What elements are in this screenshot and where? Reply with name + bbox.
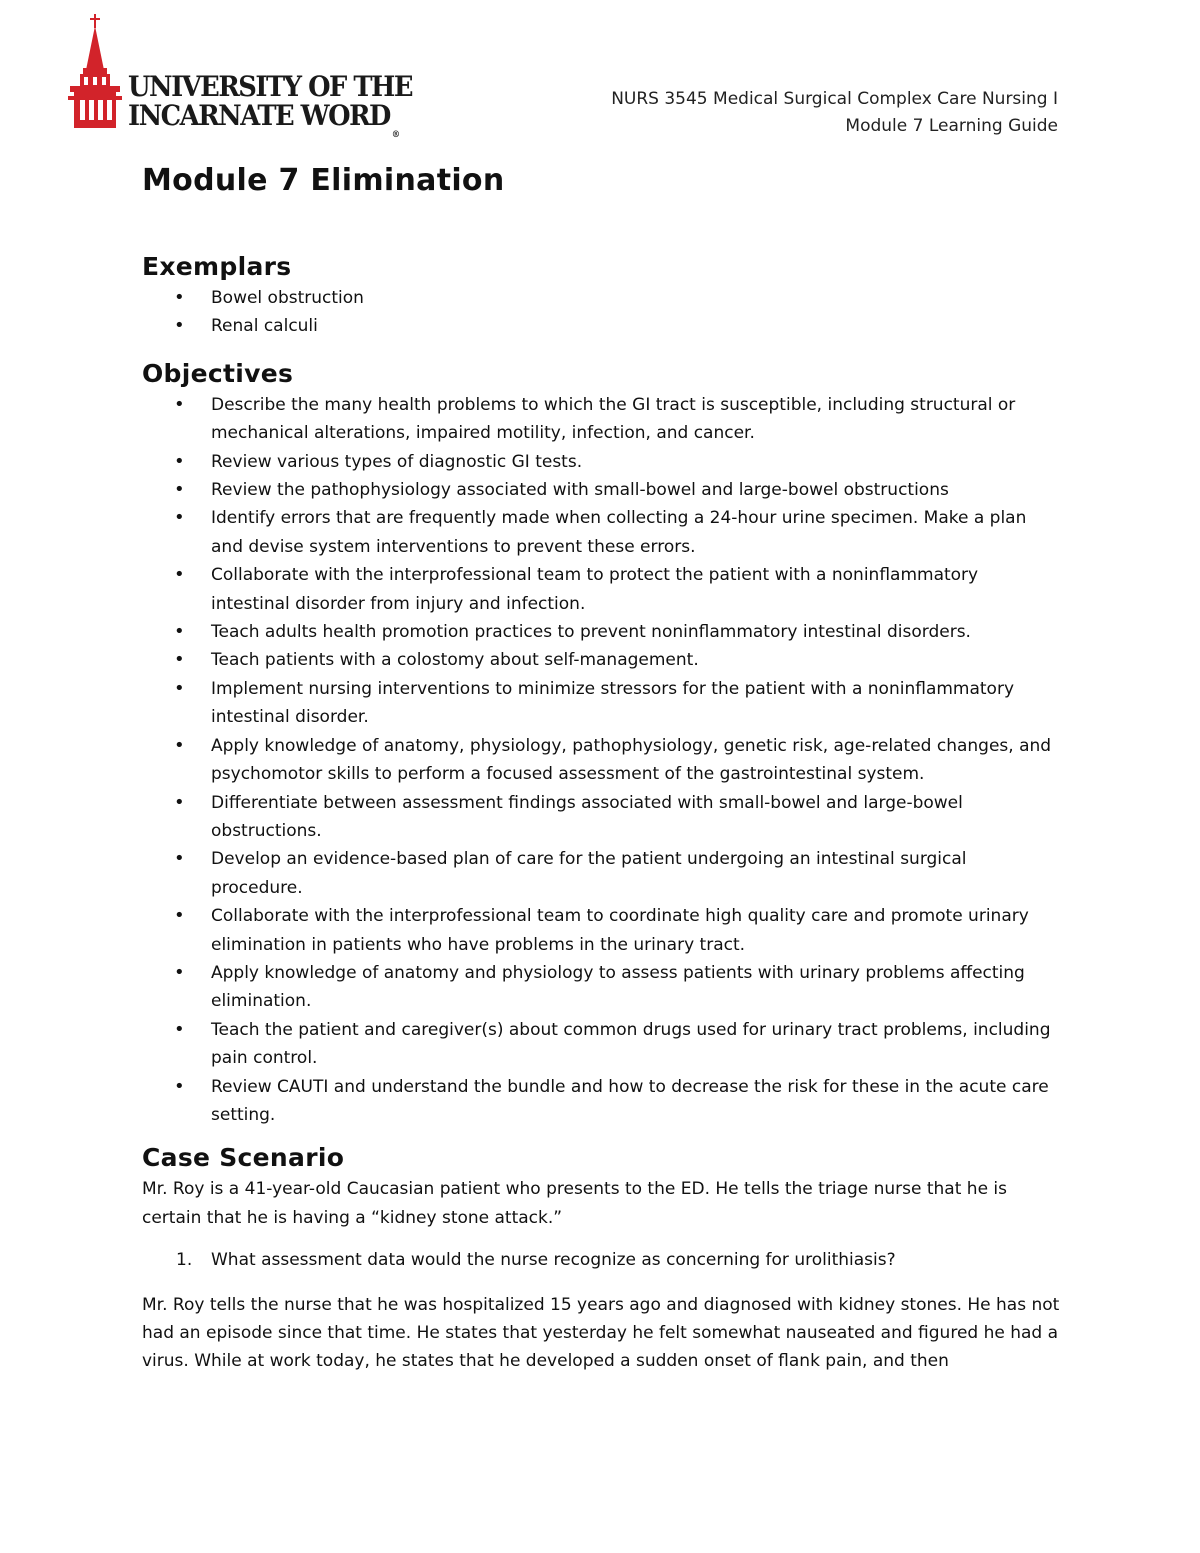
logo-line-2: INCARNATE $WORD_®$ bbox=[128, 99, 401, 140]
question-number: 1. bbox=[176, 1250, 193, 1271]
objectives-heading: Objectives bbox=[142, 358, 294, 388]
case-scenario-heading: Case Scenario bbox=[142, 1143, 345, 1173]
list-item: • Renal calculi bbox=[142, 312, 1062, 340]
list-item: • Review various types of diagnostic GI tests. bbox=[142, 448, 1062, 476]
document-header bbox=[611, 86, 1058, 140]
tower-icon bbox=[66, 12, 124, 132]
list-item: • Differentiate between assessment findings associated with small-bowel and large-bowel obstructions. bbox=[142, 789, 1062, 846]
registered-mark: ® bbox=[391, 130, 401, 140]
university-name bbox=[128, 72, 412, 150]
list-item bbox=[142, 1246, 1062, 1274]
list-item: • Review the pathophysiology associated with small-bowel and large-bowel obstructions bbox=[142, 476, 1062, 504]
logo-line-1: UNIVERSITY OF THE bbox=[128, 70, 413, 103]
list-item: • Teach the patient and caregiver(s) about common drugs used for urinary tract problems, including pain control. bbox=[142, 1016, 1062, 1073]
case-intro: Mr. Roy is a 41-year-old Caucasian patient who presents to the ED. He tells the triage nurse that he is certain that he is having a “kidney stone attack.” bbox=[142, 1179, 1008, 1228]
list-item: • Develop an evidence-based plan of care for the patient undergoing an intestinal surgical procedure. bbox=[142, 845, 1062, 902]
question-text: What assessment data would the nurse recognize as concerning for urolithiasis? bbox=[211, 1250, 896, 1271]
course-title: NURS 3545 Medical Surgical Complex Care Nursing I bbox=[611, 89, 1058, 109]
list-item: • Apply knowledge of anatomy, physiology, pathophysiology, genetic risk, age-related changes, and psychomotor skills to perform a focused assessment of the gastrointestinal system. bbox=[142, 732, 1062, 789]
list-item: • Describe the many health problems to which the GI tract is susceptible, including structural or mechanical alterations, impaired motility, infection, and cancer. bbox=[142, 391, 1062, 448]
document-body bbox=[142, 160, 1062, 1376]
exemplars-list bbox=[142, 284, 1062, 341]
list-item: • Teach patients with a colostomy about self-management. bbox=[142, 646, 1062, 674]
list-item: • Teach adults health promotion practices to prevent noninflammatory intestinal disorders. bbox=[142, 618, 1062, 646]
list-item: • Bowel obstruction bbox=[142, 284, 1062, 312]
list-item: • Identify errors that are frequently made when collecting a 24-hour urine specimen. Make a plan and devise system interventions to prevent these errors. bbox=[142, 504, 1062, 561]
list-item: • Implement nursing interventions to minimize stressors for the patient with a noninflammatory intestinal disorder. bbox=[142, 675, 1062, 732]
exemplars-heading: Exemplars bbox=[142, 252, 292, 281]
list-item: • Apply knowledge of anatomy and physiology to assess patients with urinary problems affecting elimination. bbox=[142, 959, 1062, 1016]
page-title: Module 7 Elimination bbox=[142, 163, 505, 198]
case-followup: Mr. Roy tells the nurse that he was hospitalized 15 years ago and diagnosed with kidney stones. He has not had an episode since that time. He states that yesterday he felt somewhat nauseated and figured he had a virus. While at work today, he states that he developed a sudden onset of flank pain, and then bbox=[142, 1294, 1060, 1372]
guide-title: Module 7 Learning Guide bbox=[845, 116, 1058, 136]
list-item: • Collaborate with the interprofessional team to coordinate high quality care and promote urinary elimination in patients who have problems in the urinary tract. bbox=[142, 902, 1062, 959]
case-questions bbox=[142, 1246, 1062, 1274]
objectives-list bbox=[142, 391, 1062, 1130]
list-item: • Collaborate with the interprofessional team to protect the patient with a noninflammatory intestinal disorder from injury and infection. bbox=[142, 561, 1062, 618]
list-item: • Review CAUTI and understand the bundle and how to decrease the risk for these in the acute care setting. bbox=[142, 1073, 1062, 1130]
